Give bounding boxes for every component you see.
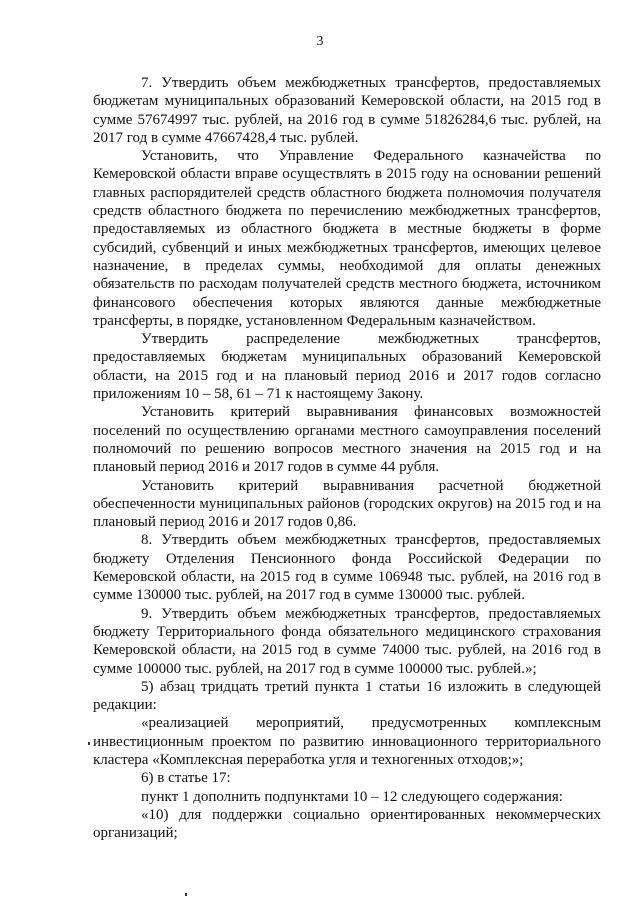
paragraph-item-8: 8. Утвердить объем межбюджетных трансфертов, предоставляемых бюджету Отделения Пенсионного фонда Российской Федерации по Кемеровской области, на 2015 год в сумме 106948 тыс. рублей, на 2016 год в сумме 130000 тыс. рублей, на 2017 год в сумме 130000 тыс. рублей. — [93, 532, 601, 604]
paragraph-amendment-6: 6) в статье 17: — [141, 770, 231, 787]
paragraph-transfer-distribution: Утвердить распределение межбюджетных трансфертов, предоставляемых бюджетам муниципальных образований Кемеровской области, на 2015 год и на плановый период 2016 и 2017 годов согласно приложениям 10 – 58, 61 – 71 к настоящему Закону. — [93, 331, 601, 403]
margin-mark — [88, 742, 90, 745]
paragraph-district-criterion: Установить критерий выравнивания расчетной бюджетной обеспеченности муниципальных районов (городских округов) на 2015 год и на плановый период 2016 и 2017 годов 0,86. — [93, 477, 601, 531]
paragraph-amendment-5: 5) абзац тридцать третий пункта 1 статьи 16 изложить в следующей редакции: — [93, 678, 601, 714]
paragraph-treasury-authority: Установить, что Управление Федерального казначейства по Кемеровской области вправе осуществлять в 2015 году на основании решений главных распорядителей средств областного бюджета полномочия получателя средств областного бюджета по перечислению межбюджетных трансфертов, предоставляемых из областного бюджета в местные бюджеты в форме субсидий, субвенций и иных межбюджетных трансфертов, имеющих целевое назначение, в пределах суммы, необходимой для оплаты денежных обязательств по расходам получателей средств местного бюджета, источником финансового обеспечения которых являются данные межбюджетные трансферты, в порядке, установленном Федеральным казначейством. — [93, 148, 601, 329]
paragraph-subitem-10: «10) для поддержки социально ориентированных некоммерческих организаций; — [93, 806, 601, 842]
bottom-mark — [185, 893, 187, 896]
paragraph-new-wording: «реализацией мероприятий, предусмотренных комплексным инвестиционным проектом по развитию инновационного территориального кластера «Комплексная переработка угля и техногенных отходов;»; — [93, 715, 601, 768]
paragraph-add-subitems: пункт 1 дополнить подпунктами 10 – 12 следующего содержания: — [141, 788, 563, 805]
page-number: 3 — [316, 34, 324, 49]
document-body — [93, 74, 601, 842]
paragraph-item-9: 9. Утвердить объем межбюджетных трансфертов, предоставляемых бюджету Территориального фонда обязательного медицинского страхования Кемеровской области, на 2015 год в сумме 74000 тыс. рублей, на 2016 год в сумме 100000 тыс. рублей, на 2017 год в сумме 100000 тыс. рублей.»; — [93, 605, 601, 677]
paragraph-item-7: 7. Утвердить объем межбюджетных трансфертов, предоставляемых бюджетам муниципальных образований Кемеровской области, на 2015 год в сумме 57674997 тыс. рублей, на 2016 год в сумме 51826284,6 тыс. рублей, на 2017 год в сумме 47667428,4 тыс. рублей. — [93, 75, 601, 146]
paragraph-settlement-criterion: Установить критерий выравнивания финансовых возможностей поселений по осуществлению органами местного самоуправления поселений полномочий по решению вопросов местного значения на 2015 год и на плановый период 2016 и 2017 годов в сумме 44 рубля. — [93, 404, 601, 476]
